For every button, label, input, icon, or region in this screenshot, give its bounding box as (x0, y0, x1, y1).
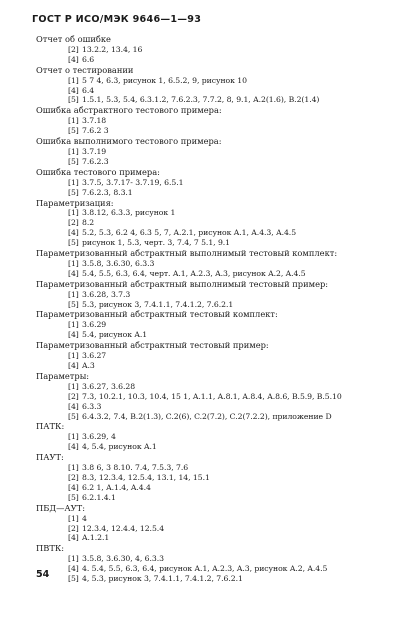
reference-source-number: [4] (68, 54, 79, 64)
index-term: ПБД—АУТ: (36, 502, 85, 513)
index-reference (36, 147, 406, 157)
index-reference (36, 228, 406, 238)
index-term: ПВТК: (36, 543, 65, 554)
reference-source-number: [2] (68, 218, 79, 228)
index-term: Ошибка тестового примера: (36, 166, 160, 177)
reference-source-number: [4] (68, 401, 79, 411)
reference-source-number: [4] (68, 533, 79, 543)
reference-source-number: [2] (68, 391, 79, 401)
page-number: 54 (36, 569, 50, 580)
reference-locations: 3.7.19 (82, 146, 107, 156)
reference-locations: 7.3, 10.2.1, 10.3, 10.4, 15 1, A.1.1, A.8.1, A.8.4, A.8.6, B.5.9, B.5.10 (82, 391, 342, 401)
reference-locations: 7.6.2.3, 8.3.1 (82, 187, 133, 197)
reference-locations: 4 (82, 513, 87, 523)
index-reference (36, 45, 406, 55)
reference-source-number: [5] (68, 187, 79, 197)
index-reference (36, 463, 406, 473)
index-reference (36, 473, 406, 483)
reference-source-number: [4] (68, 482, 79, 492)
index-term: Ошибка выполнимого тестового примера: (36, 136, 222, 147)
index-reference (36, 300, 406, 310)
reference-source-number: [4] (68, 564, 79, 574)
reference-source-number: [1] (68, 75, 79, 85)
reference-locations: 6.6 (82, 54, 95, 64)
reference-locations: 3.8 6, 3 8.10. 7.4, 7.5.3, 7.6 (82, 463, 189, 473)
index-term: Ошибка абстрактного тестового примера: (36, 105, 222, 116)
index-reference (36, 259, 406, 269)
reference-locations: 5.2, 5.3, 6.2 4, 6.3 5, 7, A.2.1, рисунок A.1, A.4.3, A.4.5 (82, 228, 297, 238)
reference-locations: 8.2 (82, 218, 95, 228)
reference-source-number: [4] (68, 361, 79, 370)
index-term: Параметризованный абстрактный выполнимый тестовый пример: (36, 278, 329, 289)
reference-locations: 6.3.3 (82, 401, 102, 411)
reference-source-number: [5] (68, 95, 79, 105)
reference-source-number: [1] (68, 320, 79, 330)
index-reference (36, 382, 406, 392)
index-reference (36, 483, 406, 493)
reference-source-number: [1] (68, 554, 79, 564)
reference-locations: 3.6.27 (82, 351, 107, 361)
index-reference (36, 55, 406, 65)
index-reference (36, 178, 406, 188)
index-reference (36, 126, 406, 136)
index-reference (36, 320, 406, 330)
index-term: Отчет об ошибке (36, 34, 111, 44)
reference-source-number: [5] (68, 156, 79, 166)
reference-locations: 6.4 (82, 85, 95, 95)
reference-source-number: [1] (68, 351, 79, 361)
index-term: Параметризованный абстрактный тестовый комплект: (36, 309, 278, 320)
reference-locations: A.3 (82, 361, 95, 370)
index-reference (36, 564, 406, 574)
reference-source-number: [4] (68, 228, 79, 238)
index-term: Параметризованный абстрактный выполнимый тестовый комплект: (36, 248, 338, 259)
reference-locations: 3.7.18 (82, 116, 107, 126)
reference-source-number: [1] (68, 289, 79, 299)
reference-locations: 5.4, 5.5, 6.3, 6.4, черт. A.1, A.2.3, A.3, рисунок A.2, A.4.5 (82, 268, 306, 278)
index-reference (36, 290, 406, 300)
reference-source-number: [1] (68, 513, 79, 523)
reference-source-number: [5] (68, 574, 79, 584)
reference-locations: 1.5.1, 5.3, 5.4, 6.3.1.2, 7.6.2.3, 7.7.2, 8, 9.1, A.2(1.6), B.2(1.4) (82, 95, 320, 105)
index-reference (36, 533, 406, 543)
reference-locations: 4. 5.4, 5.5, 6.3, 6.4, рисунок A.1, A.2.3, A.3, рисунок A.2, A.4.5 (82, 564, 328, 574)
reference-source-number: [4] (68, 85, 79, 95)
reference-source-number: [2] (68, 472, 79, 482)
reference-source-number: [1] (68, 146, 79, 156)
reference-source-number: [5] (68, 411, 79, 421)
reference-source-number: [4] (68, 330, 79, 340)
reference-locations: 13.2.2, 13.4, 16 (82, 44, 143, 54)
index-term: Отчет о тестировании (36, 64, 134, 75)
index-reference (36, 574, 406, 584)
reference-locations: 6.2.1.4.1 (82, 492, 116, 502)
index-reference (36, 86, 406, 96)
reference-source-number: [4] (68, 442, 79, 452)
reference-locations: 5 7 4, 6.3, рисунок 1, 6.5.2, 9, рисунок 10 (82, 75, 247, 85)
reference-locations: 3.5.8, 3.6.30, 6.3.3 (82, 258, 155, 268)
reference-source-number: [1] (68, 116, 79, 126)
reference-locations: 4, 5.4, рисунок A.1 (82, 442, 157, 452)
index-reference (36, 514, 406, 524)
reference-locations: рисунок 1, 5.3, черт. 3, 7.4, 7 5.1, 9.1 (82, 238, 231, 248)
reference-locations: 6.2 1, A.1.4, A.4.4 (82, 482, 151, 492)
reference-source-number: [2] (68, 44, 79, 54)
reference-source-number: [5] (68, 238, 79, 248)
page-header: ГОСТ Р ИСО/МЭК 9646—1—93 (32, 14, 202, 25)
reference-source-number: [1] (68, 463, 79, 473)
index-reference (36, 442, 406, 452)
index-reference (36, 392, 406, 402)
index-reference (36, 524, 406, 534)
index-reference (36, 554, 406, 564)
reference-locations: 3.6.27, 3.6.28 (82, 381, 136, 391)
reference-source-number: [1] (68, 258, 79, 268)
reference-locations: 12.3.4, 12.4.4, 12.5.4 (82, 523, 165, 533)
reference-source-number: [5] (68, 492, 79, 502)
reference-locations: A.1.2.1 (82, 533, 110, 543)
reference-locations: 6.4.3.2, 7.4, B.2(1.3), C.2(6), C.2(7.2), C.2(7.2.2), приложение D (82, 411, 332, 421)
index-reference (36, 493, 406, 503)
index-reference (36, 188, 406, 198)
index-reference (36, 238, 406, 248)
index-reference (36, 351, 406, 361)
index-reference (36, 330, 406, 340)
reference-locations: 8.3, 12.3.4, 12.5.4, 13.1, 14, 15.1 (82, 472, 210, 482)
index-reference (36, 95, 406, 105)
reference-source-number: [2] (68, 523, 79, 533)
reference-locations: 3.5.8, 3.6.30, 4, 6.3.3 (82, 554, 164, 564)
reference-locations: 3.6.28, 3.7.3 (82, 289, 131, 299)
reference-source-number: [1] (68, 177, 79, 187)
index-reference (36, 208, 406, 218)
reference-source-number: [4] (68, 268, 79, 278)
reference-locations: 3.8.12, 6.3.3, рисунок 1 (82, 208, 176, 218)
index-term: Параметризованный абстрактный тестовый пример: (36, 340, 269, 351)
reference-locations: 3.6.29 (82, 320, 107, 330)
index-reference (36, 432, 406, 442)
reference-locations: 7.6.2.3 (82, 156, 109, 166)
index-reference (36, 269, 406, 279)
reference-source-number: [1] (68, 432, 79, 442)
index-reference (36, 157, 406, 167)
index-entry-list (36, 34, 406, 584)
reference-source-number: [5] (68, 299, 79, 309)
index-reference (36, 218, 406, 228)
reference-locations: 3.7.5, 3.7.17- 3.7.19, 6.5.1 (82, 177, 184, 187)
index-reference (36, 361, 406, 371)
reference-source-number: [1] (68, 208, 79, 218)
index-reference (36, 412, 406, 422)
index-term: Параметризация: (36, 197, 114, 208)
index-term: Параметры: (36, 370, 90, 381)
reference-locations: 5.4, рисунок A.1 (82, 330, 148, 340)
reference-locations: 7.6.2 3 (82, 126, 109, 136)
reference-source-number: [5] (68, 126, 79, 136)
reference-source-number: [1] (68, 381, 79, 391)
reference-locations: 4, 5.3, рисунок 3, 7.4.1.1, 7.4.1.2, 7.6.2.1 (82, 574, 243, 584)
index-reference (36, 116, 406, 126)
index-reference (36, 76, 406, 86)
reference-locations: 5.3, рисунок 3, 7.4.1.1, 7.4.1.2, 7.6.2.1 (82, 299, 234, 309)
index-term: ПАТК: (36, 421, 65, 432)
index-reference (36, 402, 406, 412)
index-term: ПАУТ: (36, 452, 64, 463)
reference-locations: 3.6.29, 4 (82, 432, 116, 442)
